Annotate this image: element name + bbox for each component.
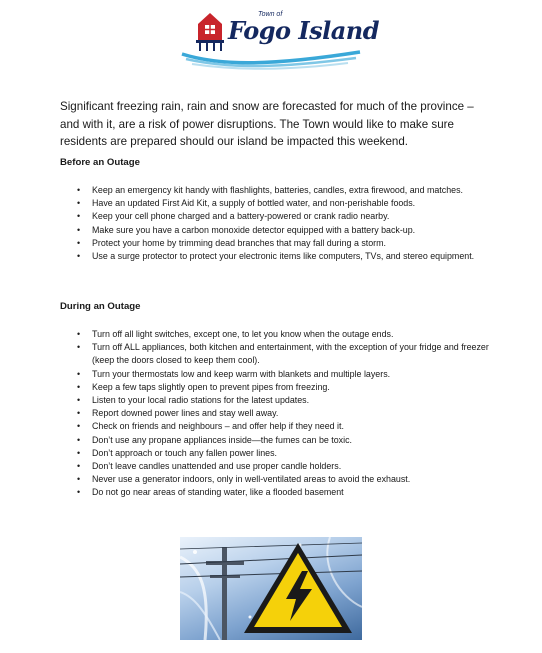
bullet: • bbox=[77, 329, 81, 339]
list-item: • Keep an emergency kit handy with flashlights, batteries, candles, extra firewood, and matches. bbox=[92, 184, 502, 197]
list-item: • Check on friends and neighbours – and offer help if they need it. bbox=[92, 420, 502, 433]
list-item: • Do not go near areas of standing water, like a flooded basement bbox=[92, 486, 502, 499]
list-item: • Turn your thermostats low and keep warm with blankets and multiple layers. bbox=[92, 368, 502, 381]
list-item: • Make sure you have a carbon monoxide detector equipped with a battery back-up. bbox=[92, 224, 502, 237]
section-heading-before: Before an Outage bbox=[60, 157, 140, 168]
bullet: • bbox=[77, 487, 81, 498]
intro-paragraph: Significant freezing rain, rain and snow are forecasted for much of the province – and with it, are a risk of power disruptions. The Town would like to make sure residents are prepared should our island be impacted this weekend. bbox=[60, 100, 474, 148]
logo-small-text: Town of bbox=[258, 11, 283, 18]
list-item: • Use a surge protector to protect your electronic items like computers, TVs, and stereo equipment. bbox=[92, 250, 502, 263]
house-icon bbox=[194, 10, 226, 52]
bullet: • bbox=[77, 251, 81, 262]
bullet: • bbox=[77, 421, 81, 432]
section-heading-during: During an Outage bbox=[60, 301, 141, 312]
bullet: • bbox=[77, 342, 81, 353]
bullet: • bbox=[77, 381, 81, 392]
bullet: • bbox=[77, 408, 81, 419]
power-line-warning-image bbox=[180, 537, 362, 640]
list-item: • Keep your cell phone charged and a battery-powered or crank radio nearby. bbox=[92, 210, 502, 223]
list-item: • Have an updated First Aid Kit, a supply of bottled water, and non-perishable foods. bbox=[92, 197, 502, 210]
logo-main-text: Fogo Island bbox=[228, 16, 380, 45]
bullet: • bbox=[77, 224, 81, 235]
list-item: • Listen to your local radio stations for the latest updates. bbox=[92, 394, 502, 407]
bullet: • bbox=[77, 474, 81, 485]
bullet: • bbox=[77, 447, 81, 458]
list-item: • Report downed power lines and stay well away. bbox=[92, 407, 502, 420]
bullet: • bbox=[77, 185, 81, 195]
bullet: • bbox=[77, 211, 81, 222]
bullet: • bbox=[77, 461, 81, 472]
list-item: • Turn off ALL appliances, both kitchen and entertainment, with the exception of your fridge and freezer (keep the doors closed to keep them cool). bbox=[77, 342, 489, 366]
bullet: • bbox=[77, 237, 81, 248]
list-item: • Turn off all light switches, except one, to let you know when the outage ends. bbox=[92, 328, 502, 341]
high-voltage-warning-icon bbox=[180, 537, 362, 640]
town-logo bbox=[180, 6, 380, 70]
list-item: • Protect your home by trimming dead branches that may fall during a storm. bbox=[92, 237, 502, 250]
bullet: • bbox=[77, 395, 81, 406]
list-item: • Don’t leave candles unattended and use proper candle holders. bbox=[92, 460, 502, 473]
bullet: • bbox=[77, 434, 81, 445]
waves-icon bbox=[180, 48, 362, 70]
list-item: • Don’t approach or touch any fallen power lines. bbox=[92, 447, 502, 460]
bullet: • bbox=[77, 198, 81, 209]
before-outage-list bbox=[77, 184, 502, 263]
list-item: • Keep a few taps slightly open to prevent pipes from freezing. bbox=[92, 381, 502, 394]
list-item: • Never use a generator indoors, only in well-ventilated areas to avoid the exhaust. bbox=[92, 473, 502, 486]
list-item: • Don’t use any propane appliances inside—the fumes can be toxic. bbox=[92, 434, 502, 447]
during-outage-list bbox=[77, 328, 502, 500]
bullet: • bbox=[77, 368, 81, 379]
